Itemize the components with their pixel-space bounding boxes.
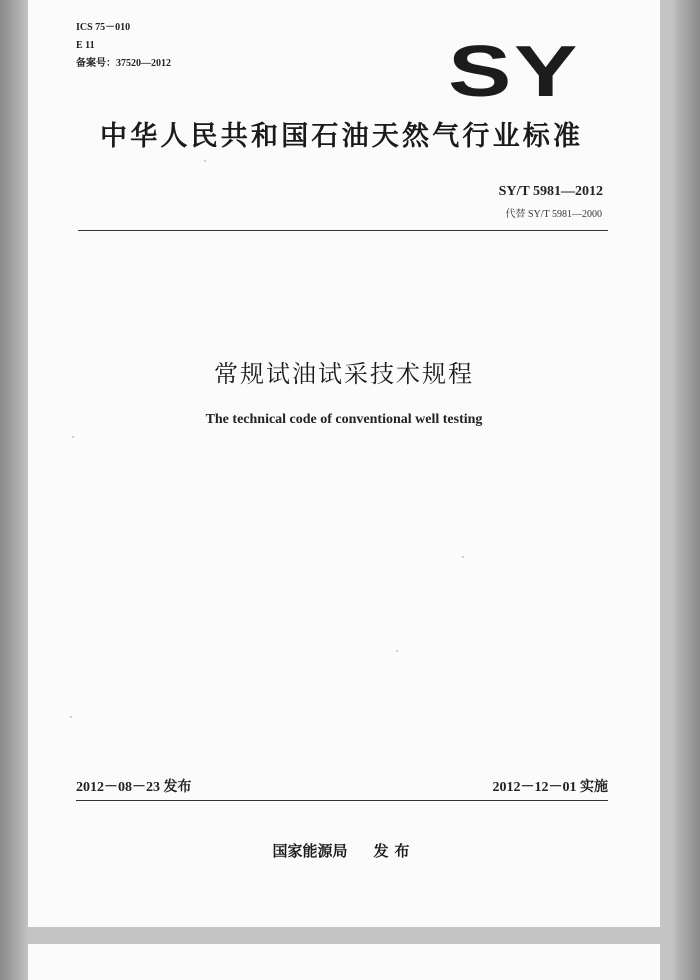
classification-code: E 11 bbox=[76, 40, 95, 51]
publisher-line bbox=[28, 840, 660, 861]
release-date: 2012－08－23 发布 bbox=[76, 780, 192, 795]
scan-speck bbox=[204, 160, 206, 162]
document-subtitle: The technical code of conventional well testing bbox=[205, 412, 483, 427]
ics-code: ICS 75－010 bbox=[76, 22, 131, 33]
standard-number: SY/T 5981—2012 bbox=[498, 184, 603, 199]
next-page-edge bbox=[28, 944, 660, 980]
footer-divider bbox=[76, 800, 608, 801]
filing-number: 备案号：37520—2012 bbox=[76, 58, 171, 69]
document-title: 常规试油试采技术规程 bbox=[214, 360, 474, 388]
scan-speck bbox=[396, 650, 398, 652]
publisher-name: 国家能源局 bbox=[272, 842, 348, 860]
scan-speck bbox=[72, 436, 74, 438]
implement-date: 2012－12－01 实施 bbox=[492, 780, 608, 795]
header-divider bbox=[78, 230, 608, 231]
replaces-note: 代替 SY/T 5981—2000 bbox=[505, 209, 602, 220]
sy-logo: SY bbox=[448, 32, 581, 112]
scan-speck bbox=[70, 716, 72, 718]
issue-label: 发布 bbox=[373, 842, 416, 860]
document-page bbox=[28, 0, 660, 927]
standard-title: 中华人民共和国石油天然气行业标准 bbox=[100, 121, 584, 152]
scan-speck bbox=[462, 556, 464, 558]
